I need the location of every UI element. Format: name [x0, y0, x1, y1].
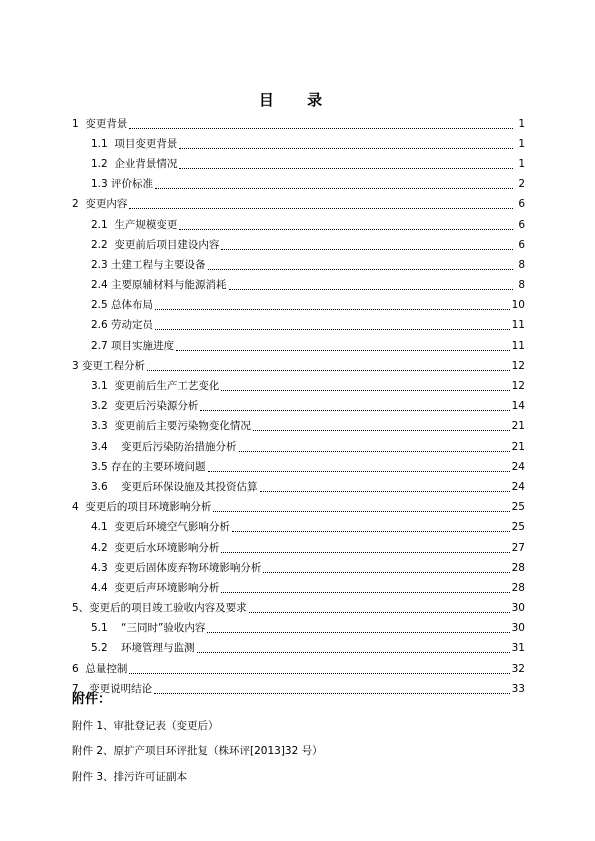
toc-entry-title: 2 变更内容: [72, 198, 128, 211]
toc-leader-dots: [155, 188, 513, 189]
toc-entry[interactable]: [72, 376, 525, 396]
toc-entry-page: 25: [511, 501, 525, 514]
toc-entry-page: 28: [511, 561, 525, 574]
toc-entry-title: 3.6 变更后环保设施及其投资估算: [91, 480, 258, 493]
toc-entry-title: 5、变更后的项目竣工验收内容及要求: [72, 602, 247, 615]
toc-leader-dots: [229, 289, 513, 290]
toc-entry[interactable]: [72, 175, 525, 195]
toc-entry-title: 2.5 总体布局: [91, 299, 154, 312]
toc-entry-page: 31: [511, 642, 525, 655]
toc-entry[interactable]: [72, 679, 525, 699]
toc-entry-page: 8: [518, 279, 525, 292]
toc-leader-dots: [221, 592, 509, 593]
toc-entry-page: 27: [511, 541, 525, 554]
toc-entry-title: 2.6 劳动定员: [91, 319, 154, 332]
toc-entry-page: 1: [518, 117, 525, 130]
toc-leader-dots: [129, 673, 509, 674]
toc-entry[interactable]: [72, 336, 525, 356]
toc-entry[interactable]: [72, 518, 525, 538]
toc-leader-dots: [207, 632, 509, 633]
toc-entry-title: 1.3 评价标准: [91, 178, 154, 191]
toc-leader-dots: [213, 511, 509, 512]
toc-leader-dots: [263, 572, 509, 573]
toc-entry-title: 6 总量控制: [72, 662, 128, 675]
toc-leader-dots: [253, 430, 510, 431]
toc-leader-dots: [155, 329, 510, 330]
toc-entry-title: 2.7 项目实施进度: [91, 339, 175, 352]
toc-entry-page: 6: [518, 218, 525, 231]
toc-entry[interactable]: [72, 599, 525, 619]
toc-entry-page: 12: [511, 359, 525, 372]
toc-entry-page: 2: [518, 178, 525, 191]
toc-leader-dots: [176, 350, 510, 351]
table-of-contents: [72, 114, 525, 699]
attachment-item: 附件 2、原扩产项目环评批复（株环评[2013]32 号）: [72, 745, 323, 757]
toc-entry-title: 2.3 土建工程与主要设备: [91, 258, 206, 271]
toc-entry[interactable]: [72, 195, 525, 215]
toc-leader-dots: [208, 471, 510, 472]
toc-entry[interactable]: [72, 498, 525, 518]
toc-entry-page: 1: [518, 137, 525, 150]
toc-entry-page: 25: [511, 521, 525, 534]
toc-entry-title: 4 变更后的项目环境影响分析: [72, 501, 212, 514]
toc-leader-dots: [147, 370, 510, 371]
toc-entry-title: 3.2 变更后污染源分析: [91, 400, 199, 413]
toc-entry[interactable]: [72, 477, 525, 497]
toc-entry-title: 4.4 变更后声环境影响分析: [91, 581, 220, 594]
toc-entry[interactable]: [72, 417, 525, 437]
toc-entry-title: 3 变更工程分析: [72, 359, 146, 372]
toc-title: 目 录: [258, 91, 337, 109]
toc-entry-page: 24: [511, 480, 525, 493]
toc-entry[interactable]: [72, 538, 525, 558]
toc-entry[interactable]: [72, 457, 525, 477]
toc-entry-page: 21: [511, 440, 525, 453]
toc-entry[interactable]: [72, 558, 525, 578]
toc-entry-page: 6: [518, 198, 525, 211]
toc-entry-title: 1.1 项目变更背景: [91, 137, 178, 150]
toc-leader-dots: [221, 390, 509, 391]
toc-leader-dots: [249, 612, 510, 613]
toc-entry-page: 8: [518, 258, 525, 271]
toc-entry-page: 1: [518, 157, 525, 170]
toc-entry[interactable]: [72, 114, 525, 134]
toc-leader-dots: [239, 451, 510, 452]
toc-entry-title: 4.3 变更后固体废弃物环境影响分析: [91, 561, 262, 574]
toc-entry[interactable]: [72, 255, 525, 275]
toc-leader-dots: [197, 652, 510, 653]
toc-entry[interactable]: [72, 356, 525, 376]
toc-entry-title: 1 变更背景: [72, 117, 128, 130]
toc-entry[interactable]: [72, 316, 525, 336]
toc-entry-title: 5.1 “三同时”验收内容: [91, 622, 206, 635]
toc-entry-title: 4.1 变更后环境空气影响分析: [91, 521, 230, 534]
toc-entry-title: 1.2 企业背景情况: [91, 157, 178, 170]
toc-entry-title: 3.1 变更前后生产工艺变化: [91, 380, 220, 393]
attachment-item: 附件 3、排污许可证副本: [72, 771, 188, 783]
toc-entry-title: 5.2 环境管理与监测: [91, 642, 195, 655]
toc-entry-page: 33: [511, 682, 525, 695]
toc-leader-dots: [232, 531, 510, 532]
toc-leader-dots: [155, 309, 510, 310]
toc-leader-dots: [200, 410, 509, 411]
toc-entry[interactable]: [72, 578, 525, 598]
toc-entry[interactable]: [72, 619, 525, 639]
toc-entry[interactable]: [72, 437, 525, 457]
toc-entry[interactable]: [72, 296, 525, 316]
toc-leader-dots: [179, 229, 513, 230]
toc-leader-dots: [129, 208, 513, 209]
toc-entry-page: 14: [511, 400, 525, 413]
toc-entry-title: 2.2 变更前后项目建设内容: [91, 238, 220, 251]
attachments-heading: 附件：: [72, 692, 112, 707]
toc-entry-page: 28: [511, 581, 525, 594]
toc-entry[interactable]: [72, 397, 525, 417]
toc-entry[interactable]: [72, 154, 525, 174]
toc-leader-dots: [179, 148, 513, 149]
toc-entry-page: 6: [518, 238, 525, 251]
toc-entry-title: 2.1 生产规模变更: [91, 218, 178, 231]
toc-leader-dots: [154, 693, 509, 694]
toc-entry-title: 4.2 变更后水环境影响分析: [91, 541, 220, 554]
toc-entry-page: 32: [511, 662, 525, 675]
toc-entry[interactable]: [72, 276, 525, 296]
toc-entry-page: 10: [511, 299, 525, 312]
toc-leader-dots: [221, 552, 509, 553]
toc-entry-page: 24: [511, 460, 525, 473]
toc-entry-page: 21: [511, 420, 525, 433]
toc-entry[interactable]: [72, 659, 525, 679]
toc-leader-dots: [208, 269, 513, 270]
toc-entry-page: 12: [511, 380, 525, 393]
toc-entry-page: 30: [511, 622, 525, 635]
toc-leader-dots: [179, 168, 513, 169]
toc-entry-page: 11: [511, 319, 525, 332]
toc-entry[interactable]: [72, 235, 525, 255]
toc-leader-dots: [129, 128, 513, 129]
toc-entry-title: 7、变更说明结论: [72, 682, 153, 695]
toc-entry-page: 30: [511, 602, 525, 615]
toc-entry[interactable]: [72, 639, 525, 659]
toc-entry[interactable]: [72, 215, 525, 235]
toc-entry-page: 11: [511, 339, 525, 352]
toc-leader-dots: [260, 491, 510, 492]
toc-leader-dots: [221, 249, 513, 250]
toc-entry-title: 3.5 存在的主要环境问题: [91, 460, 206, 473]
toc-entry-title: 3.3 变更前后主要污染物变化情况: [91, 420, 251, 433]
toc-entry-title: 3.4 变更后污染防治措施分析: [91, 440, 237, 453]
toc-entry-title: 2.4 主要原辅材料与能源消耗: [91, 279, 227, 292]
toc-entry[interactable]: [72, 134, 525, 154]
attachment-item: 附件 1、审批登记表（变更后）: [72, 720, 219, 732]
